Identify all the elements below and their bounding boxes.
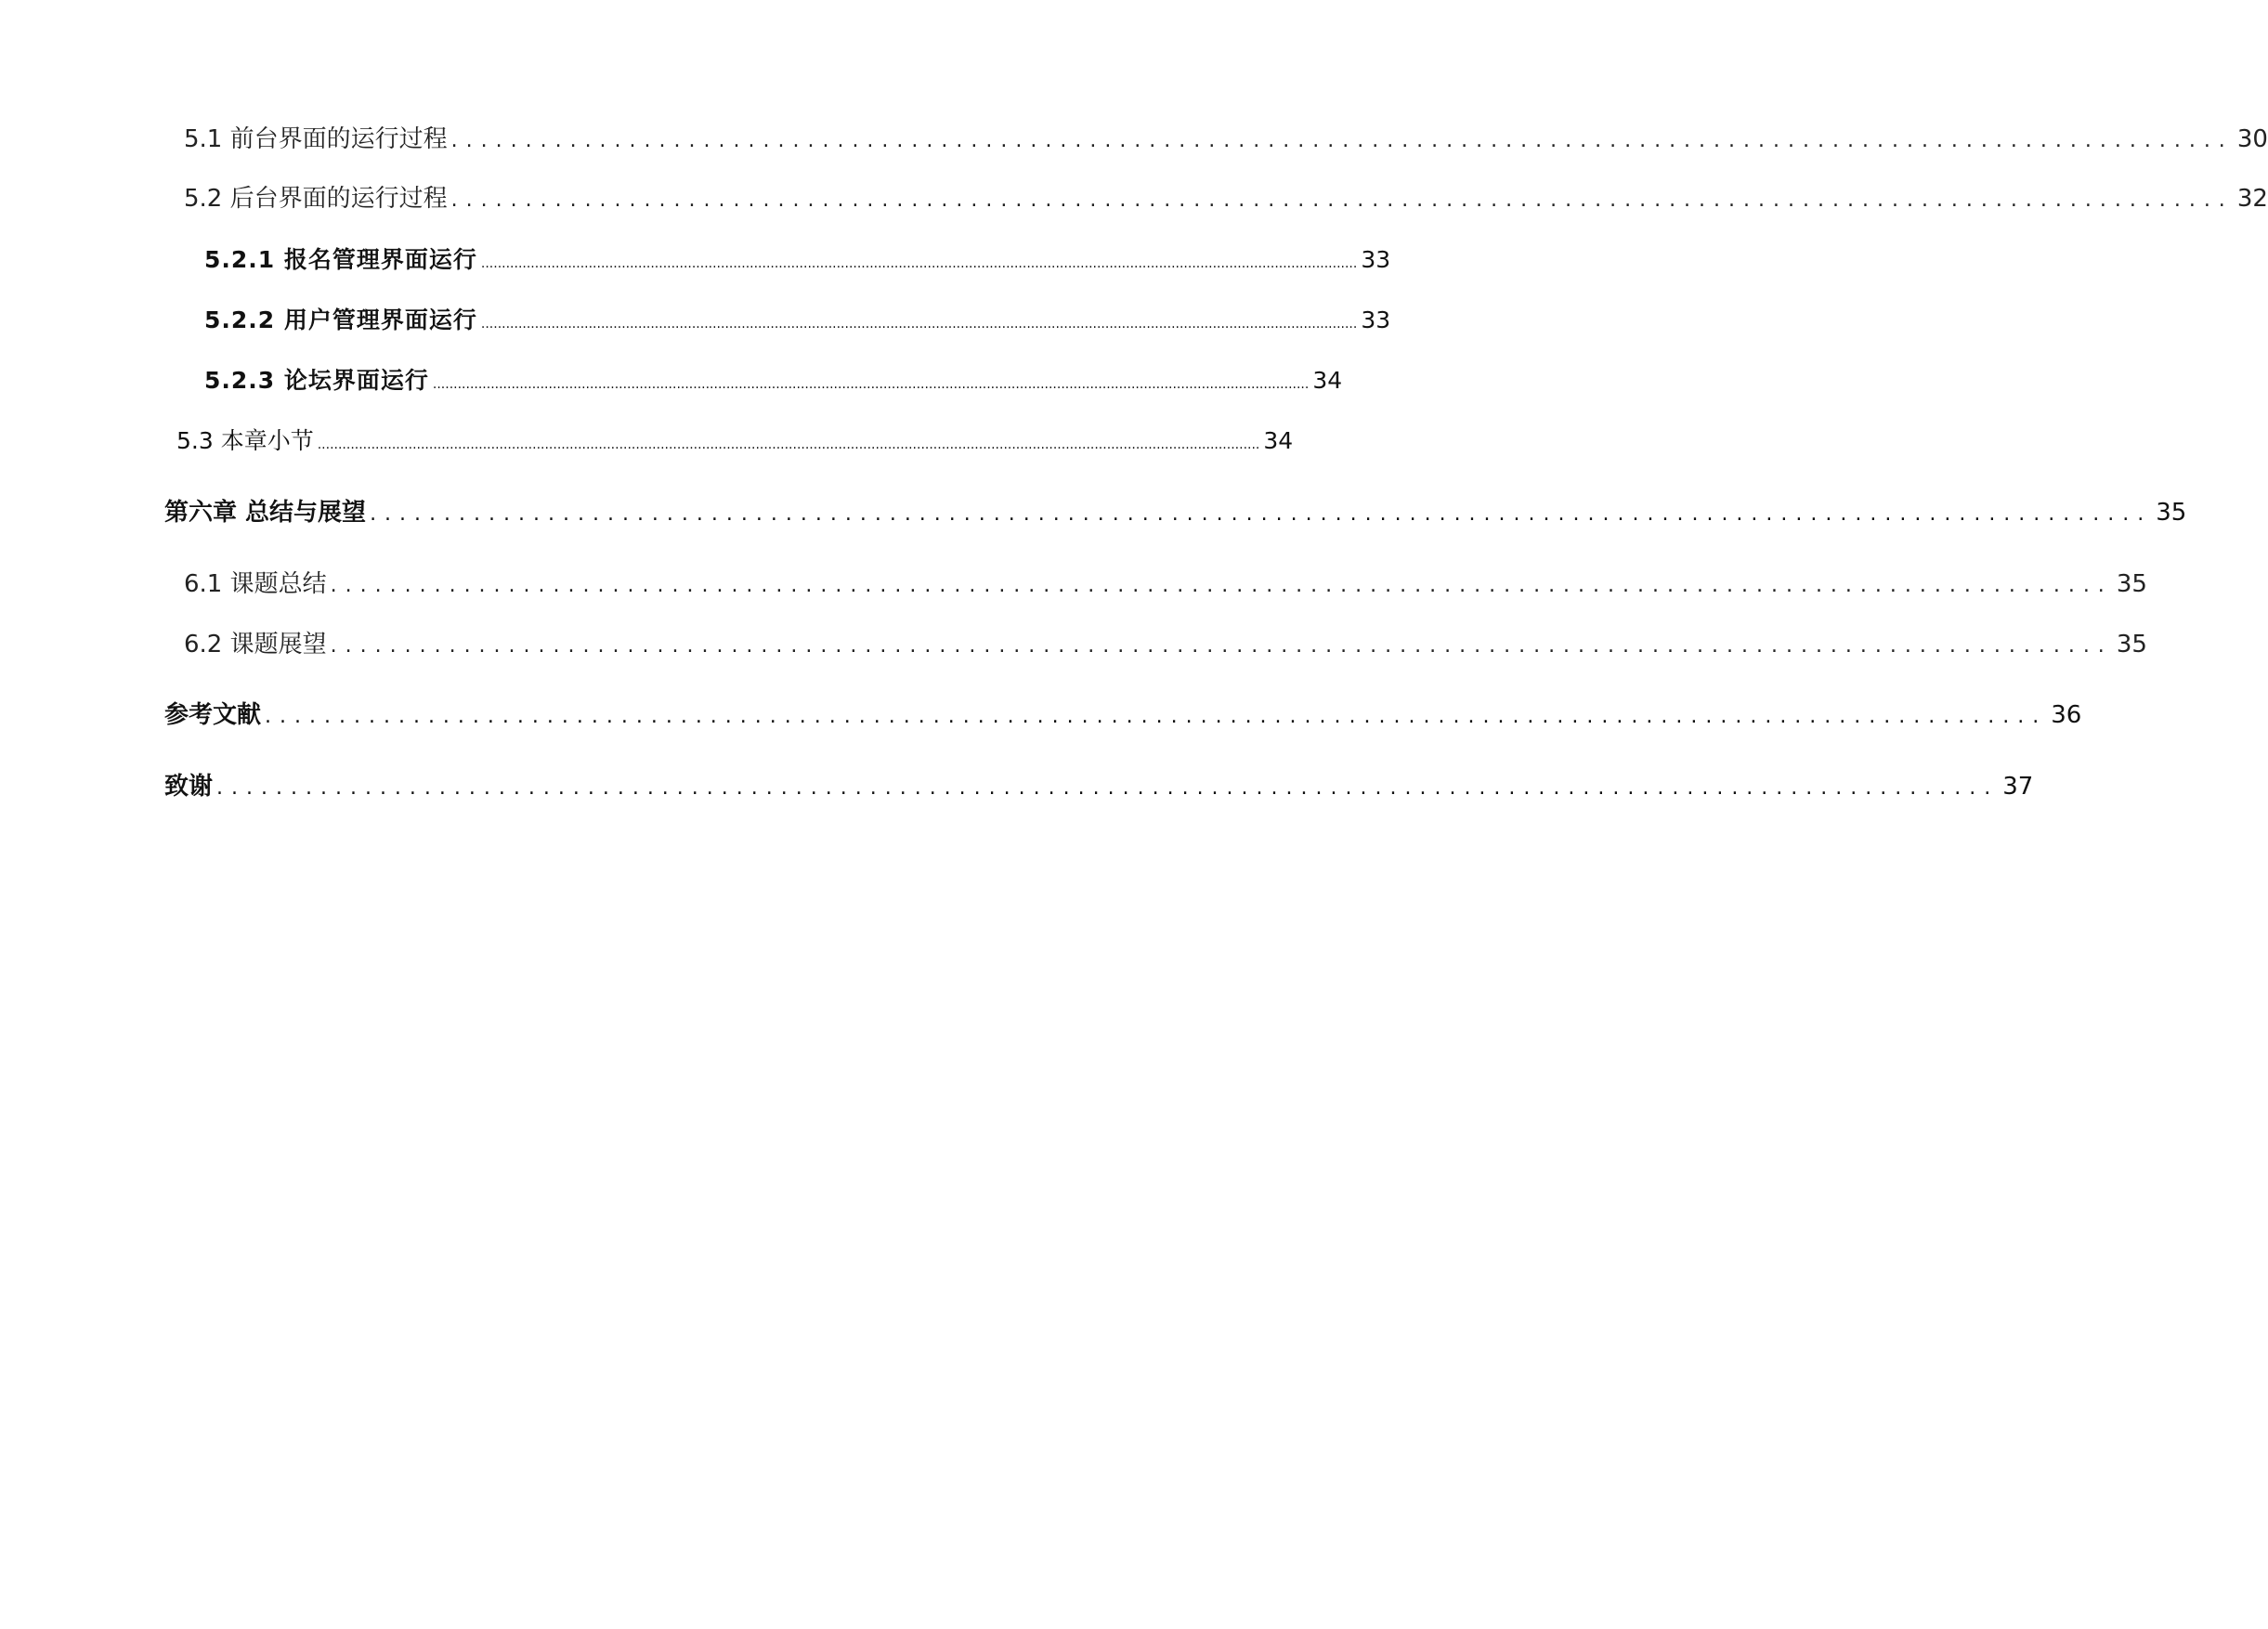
toc-dot-leader: .................................................................................................................................................................................................................... xyxy=(480,317,1358,332)
toc-entry-page: 37 xyxy=(2002,773,2034,801)
toc-entry-title: 6.1 课题总结 xyxy=(184,570,327,598)
toc-entry-page: 36 xyxy=(2051,701,2082,729)
toc-entry-title: 5.2.2 用户管理界面运行 xyxy=(204,306,477,333)
toc-entry-page: 35 xyxy=(2156,499,2187,527)
toc-entry-page: 34 xyxy=(1263,427,1294,454)
toc-entry-references[interactable] xyxy=(164,698,2082,732)
toc-entry-chapter-6[interactable] xyxy=(164,496,2187,529)
toc-dot-leader: .................................................................................................................................................................................................................................... xyxy=(317,437,1260,452)
toc-dot-leader: ........................................................................................................................ xyxy=(330,634,2113,658)
toc-entry-5-2[interactable] xyxy=(184,182,2268,215)
toc-dot-leader: ........................................................................................................................ xyxy=(450,189,2234,212)
toc-entry-title: 第六章 总结与展望 xyxy=(164,499,367,527)
toc-dot-leader: ........................................................................................................................ xyxy=(216,776,2000,800)
toc-entry-title: 致谢 xyxy=(164,773,214,801)
toc-entry-page: 30 xyxy=(2236,125,2268,153)
toc-entry-title: 6.2 课题展望 xyxy=(184,631,327,658)
toc-entry-acknowledgements[interactable] xyxy=(164,770,2034,803)
toc-entry-5-2-3[interactable] xyxy=(204,364,1343,397)
toc-entry-page: 33 xyxy=(1361,246,1391,273)
toc-dot-leader: .................................................................................................................................................................................................................... xyxy=(480,256,1358,271)
toc-dot-leader: ........................................................................................................................ xyxy=(370,502,2153,526)
toc-entry-6-1[interactable] xyxy=(184,567,2147,601)
toc-entry-5-2-2[interactable] xyxy=(204,304,1391,337)
toc-entry-5-2-1[interactable] xyxy=(204,243,1391,277)
toc-entry-5-1[interactable] xyxy=(184,123,2268,156)
toc-dot-leader: ........................................................................................................................ xyxy=(330,574,2113,597)
toc-entry-6-2[interactable] xyxy=(184,628,2147,661)
toc-entry-page: 34 xyxy=(1312,367,1343,394)
toc-entry-page: 35 xyxy=(2116,631,2147,658)
toc-entry-page: 35 xyxy=(2116,570,2147,598)
toc-entry-5-3[interactable] xyxy=(176,424,1294,458)
toc-entry-title: 参考文献 xyxy=(164,701,262,729)
toc-entry-title: 5.1 前台界面的运行过程 xyxy=(184,125,448,153)
toc-dot-leader: ........................................................................................................................ xyxy=(450,129,2234,152)
toc-entry-title: 5.3 本章小节 xyxy=(176,427,314,454)
toc-entry-title: 5.2 后台界面的运行过程 xyxy=(184,185,448,213)
toc-entry-page: 33 xyxy=(1361,306,1391,333)
toc-entry-title: 5.2.3 论坛界面运行 xyxy=(204,367,429,394)
toc-dot-leader: ........................................................................................................................ xyxy=(265,705,2048,728)
toc-entry-page: 32 xyxy=(2236,185,2268,213)
toc-dot-leader: .................................................................................................................................................................................................................... xyxy=(432,377,1310,392)
toc-entry-title: 5.2.1 报名管理界面运行 xyxy=(204,246,477,273)
